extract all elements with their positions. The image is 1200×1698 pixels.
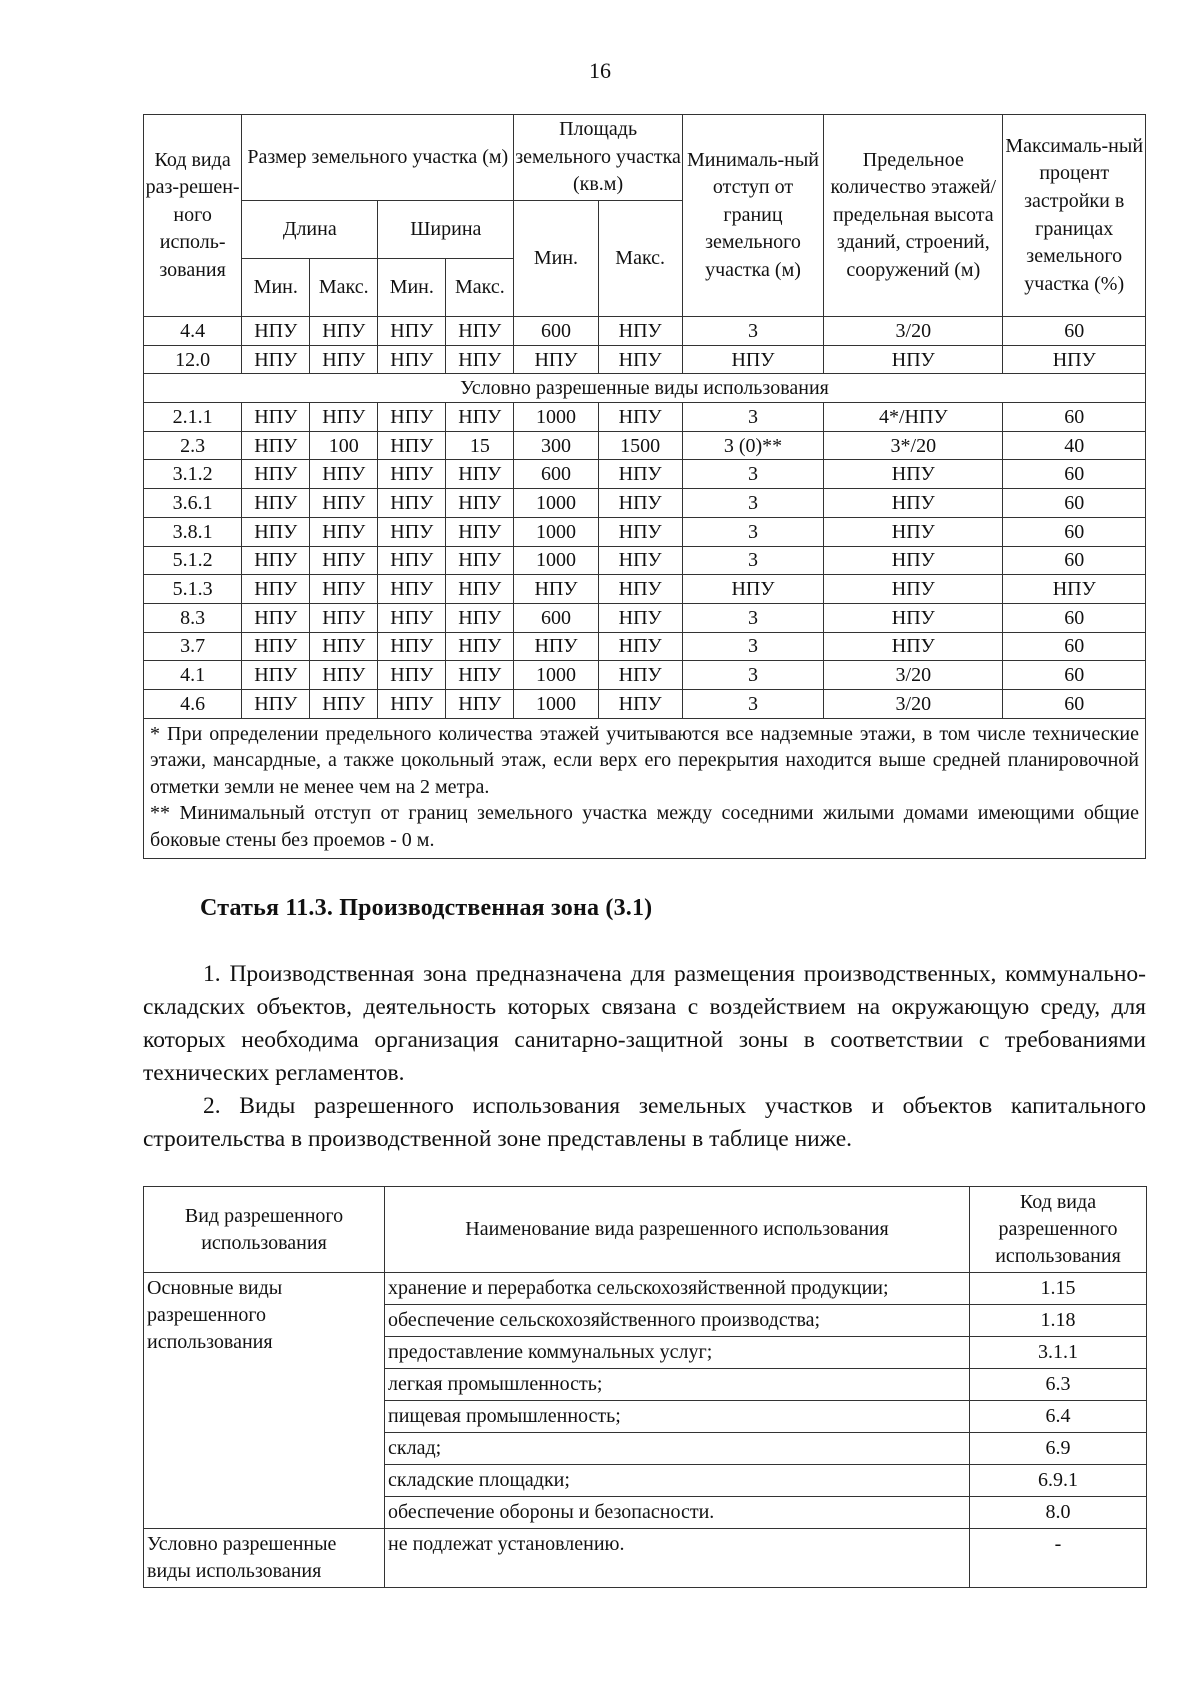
- table-cell: НПУ: [242, 489, 310, 518]
- table-cell: НПУ: [446, 546, 514, 575]
- table-cell: НПУ: [242, 632, 310, 661]
- table-cell: НПУ: [824, 603, 1003, 632]
- table-cell: 12.0: [144, 345, 242, 374]
- table-row: [144, 517, 1146, 546]
- table-cell: 60: [1003, 460, 1146, 489]
- table-cell: 60: [1003, 661, 1146, 690]
- table-cell: НПУ: [824, 489, 1003, 518]
- header-width-max: Макс.: [446, 259, 514, 317]
- table-cell: НПУ: [446, 403, 514, 432]
- header-length: Длина: [242, 201, 378, 259]
- table-cell: 60: [1003, 603, 1146, 632]
- table-cell: НПУ: [242, 661, 310, 690]
- table-cell: 3: [682, 632, 823, 661]
- use-name: складские площадки;: [385, 1465, 970, 1497]
- table-cell: НПУ: [446, 517, 514, 546]
- table-cell: НПУ: [1003, 575, 1146, 604]
- use-code: 3.1.1: [970, 1337, 1147, 1369]
- table-cell: 60: [1003, 403, 1146, 432]
- table-cell: НПУ: [824, 546, 1003, 575]
- table-cell: НПУ: [310, 689, 378, 718]
- table-cell: 60: [1003, 689, 1146, 718]
- use-code: 1.18: [970, 1305, 1147, 1337]
- table-cell: 3.7: [144, 632, 242, 661]
- table-cell: 3/20: [824, 317, 1003, 346]
- header-size: Размер земельного участка (м): [242, 115, 514, 201]
- note-setback: ** Минимальный отступ от границ земельного участка между соседними жилыми домами имеющими общие боковые стены без проемов - 0 м.: [150, 802, 1139, 851]
- table-row: [144, 317, 1146, 346]
- header-setback: Минималь-ный отступ от границ земельного участка (м): [682, 115, 823, 317]
- table-cell: НПУ: [378, 546, 446, 575]
- use-name: легкая промышленность;: [385, 1369, 970, 1401]
- permitted-uses-rows: [144, 1273, 1147, 1588]
- table-cell: НПУ: [682, 575, 823, 604]
- table-cell: НПУ: [514, 575, 598, 604]
- table-cell: 3: [682, 317, 823, 346]
- table-notes: [144, 718, 1146, 858]
- table-cell: 1000: [514, 661, 598, 690]
- table-cell: НПУ: [514, 632, 598, 661]
- table-cell: 1000: [514, 689, 598, 718]
- table-cell: НПУ: [598, 632, 682, 661]
- table-cell: 3*/20: [824, 431, 1003, 460]
- table-cell: НПУ: [378, 403, 446, 432]
- table-cell: 3.1.2: [144, 460, 242, 489]
- header-area-max: Макс.: [598, 201, 682, 317]
- use-name: не подлежат установлению.: [385, 1529, 970, 1588]
- table-cell: НПУ: [378, 517, 446, 546]
- conditional-uses-label: Условно разрешенные виды использования: [144, 1529, 385, 1588]
- table-cell: НПУ: [598, 517, 682, 546]
- main-uses-label: Основные виды разрешенного использования: [144, 1273, 385, 1529]
- table-cell: НПУ: [242, 403, 310, 432]
- table-cell: НПУ: [242, 345, 310, 374]
- table-cell: НПУ: [378, 661, 446, 690]
- table-row: [144, 403, 1146, 432]
- paragraph-1: 1. Производственная зона предназначена для размещения производственных, коммунально-складских объектов, деятельность которых связана с воздействием на окружающую среду, для которых необходима организация санитарно-защитной зоны в соответствии с требованиями технических регламентов.: [143, 961, 1146, 1086]
- table-cell: НПУ: [242, 575, 310, 604]
- table-row: [144, 1529, 1147, 1588]
- table-cell: 600: [514, 460, 598, 489]
- page-number: 16: [589, 58, 611, 83]
- table-cell: 60: [1003, 517, 1146, 546]
- table-cell: НПУ: [1003, 345, 1146, 374]
- table-cell: НПУ: [446, 575, 514, 604]
- table-cell: НПУ: [446, 603, 514, 632]
- table-cell: 3 (0)**: [682, 431, 823, 460]
- table-cell: 3: [682, 546, 823, 575]
- table-cell: 1000: [514, 489, 598, 518]
- table-row: [144, 489, 1146, 518]
- use-name: хранение и переработка сельскохозяйственной продукции;: [385, 1273, 970, 1305]
- header-length-max: Макс.: [310, 259, 378, 317]
- table-cell: НПУ: [378, 575, 446, 604]
- table-cell: 60: [1003, 546, 1146, 575]
- table-cell: НПУ: [310, 575, 378, 604]
- table-cell: 5.1.3: [144, 575, 242, 604]
- table-cell: НПУ: [310, 661, 378, 690]
- table-cell: НПУ: [378, 489, 446, 518]
- table-row: [144, 345, 1146, 374]
- table-cell: 5.1.2: [144, 546, 242, 575]
- table-cell: НПУ: [598, 317, 682, 346]
- header-area-min: Мин.: [514, 201, 598, 317]
- table-cell: НПУ: [310, 317, 378, 346]
- table-cell: НПУ: [514, 345, 598, 374]
- table-cell: НПУ: [598, 345, 682, 374]
- table-cell: НПУ: [598, 403, 682, 432]
- table-cell: НПУ: [598, 546, 682, 575]
- table-cell: НПУ: [378, 603, 446, 632]
- table-row: [144, 632, 1146, 661]
- table-cell: НПУ: [598, 575, 682, 604]
- use-code: 8.0: [970, 1497, 1147, 1529]
- use-code: 6.9.1: [970, 1465, 1147, 1497]
- table-cell: НПУ: [824, 517, 1003, 546]
- table-cell: НПУ: [310, 603, 378, 632]
- table-cell: НПУ: [242, 689, 310, 718]
- table-cell: 3.6.1: [144, 489, 242, 518]
- table-cell: НПУ: [310, 517, 378, 546]
- table-cell: 3/20: [824, 661, 1003, 690]
- table-cell: НПУ: [378, 345, 446, 374]
- table-cell: НПУ: [242, 603, 310, 632]
- header-length-min: Мин.: [242, 259, 310, 317]
- table-cell: НПУ: [310, 489, 378, 518]
- table-row: [144, 603, 1146, 632]
- table-cell: НПУ: [598, 603, 682, 632]
- use-code: 6.9: [970, 1433, 1147, 1465]
- table-cell: 3: [682, 661, 823, 690]
- table-cell: 3.8.1: [144, 517, 242, 546]
- table-cell: НПУ: [824, 632, 1003, 661]
- table-cell: 40: [1003, 431, 1146, 460]
- table-cell: НПУ: [310, 632, 378, 661]
- table-cell: 60: [1003, 632, 1146, 661]
- table-cell: НПУ: [446, 661, 514, 690]
- paragraph-2: 2. Виды разрешенного использования земельных участков и объектов капитального строительства в производственной зоне представлены в таблице ниже.: [143, 1093, 1146, 1152]
- permitted-uses-table: [143, 1186, 1147, 1588]
- table-row: [144, 460, 1146, 489]
- table-cell: НПУ: [378, 460, 446, 489]
- table-cell: НПУ: [446, 689, 514, 718]
- table-cell: НПУ: [310, 345, 378, 374]
- table-cell: 4*/НПУ: [824, 403, 1003, 432]
- use-code: 6.4: [970, 1401, 1147, 1433]
- table-cell: НПУ: [446, 460, 514, 489]
- use-name: склад;: [385, 1433, 970, 1465]
- table-cell: НПУ: [446, 489, 514, 518]
- table-cell: 1500: [598, 431, 682, 460]
- header-code: Код вида раз-решен-ного исполь-зования: [144, 115, 242, 317]
- table-cell: 4.4: [144, 317, 242, 346]
- table-cell: НПУ: [446, 345, 514, 374]
- table-cell: НПУ: [598, 689, 682, 718]
- conditional-rows: [144, 403, 1146, 719]
- use-code: -: [970, 1529, 1147, 1588]
- table-cell: НПУ: [378, 317, 446, 346]
- table-cell: НПУ: [310, 460, 378, 489]
- zone-parameters-table: [143, 114, 1146, 859]
- table-cell: 3: [682, 603, 823, 632]
- table-cell: 300: [514, 431, 598, 460]
- main-rows: [144, 317, 1146, 374]
- table-cell: 60: [1003, 489, 1146, 518]
- header-floors: Предельное количество этажей/ предельная высота зданий, строений, сооружений (м): [824, 115, 1003, 317]
- table-cell: 3: [682, 517, 823, 546]
- table-cell: 4.1: [144, 661, 242, 690]
- table-cell: НПУ: [242, 317, 310, 346]
- table-row: [144, 575, 1146, 604]
- table-cell: НПУ: [446, 632, 514, 661]
- table-cell: 15: [446, 431, 514, 460]
- table-cell: 3/20: [824, 689, 1003, 718]
- table-cell: НПУ: [242, 431, 310, 460]
- table-cell: НПУ: [242, 517, 310, 546]
- header-use-code: Код вида разрешенного использования: [970, 1187, 1147, 1273]
- table-cell: 1000: [514, 403, 598, 432]
- table-row: [144, 661, 1146, 690]
- table-cell: 3: [682, 403, 823, 432]
- table-cell: 2.3: [144, 431, 242, 460]
- table-cell: НПУ: [242, 546, 310, 575]
- use-name: пищевая промышленность;: [385, 1401, 970, 1433]
- table-cell: 3: [682, 689, 823, 718]
- table-cell: НПУ: [242, 460, 310, 489]
- table-cell: НПУ: [824, 345, 1003, 374]
- table-cell: 3: [682, 489, 823, 518]
- table-cell: НПУ: [378, 431, 446, 460]
- table-cell: 8.3: [144, 603, 242, 632]
- table-row: [144, 546, 1146, 575]
- table-cell: 1000: [514, 546, 598, 575]
- table-cell: 4.6: [144, 689, 242, 718]
- table-cell: 100: [310, 431, 378, 460]
- header-width: Ширина: [378, 201, 514, 259]
- use-code: 1.15: [970, 1273, 1147, 1305]
- table-cell: 3: [682, 460, 823, 489]
- table-cell: 60: [1003, 317, 1146, 346]
- section-label: Условно разрешенные виды использования: [144, 374, 1146, 403]
- table-cell: НПУ: [598, 460, 682, 489]
- table-cell: 2.1.1: [144, 403, 242, 432]
- table-cell: НПУ: [824, 575, 1003, 604]
- table-cell: НПУ: [824, 460, 1003, 489]
- table-cell: НПУ: [378, 632, 446, 661]
- header-area: Площадь земельного участка (кв.м): [514, 115, 682, 201]
- table-cell: 600: [514, 603, 598, 632]
- table-cell: НПУ: [598, 661, 682, 690]
- table-cell: НПУ: [310, 546, 378, 575]
- header-width-min: Мин.: [378, 259, 446, 317]
- table-cell: НПУ: [378, 689, 446, 718]
- table-cell: 600: [514, 317, 598, 346]
- header-use-name: Наименование вида разрешенного использования: [385, 1187, 970, 1273]
- table-cell: НПУ: [682, 345, 823, 374]
- use-code: 6.3: [970, 1369, 1147, 1401]
- table-cell: 1000: [514, 517, 598, 546]
- header-percent: Максималь-ный процент застройки в границах земельного участка (%): [1003, 115, 1146, 317]
- table-cell: НПУ: [310, 403, 378, 432]
- table-cell: НПУ: [446, 317, 514, 346]
- table-row: [144, 689, 1146, 718]
- table-row: [144, 431, 1146, 460]
- header-use-type: Вид разрешенного использования: [144, 1187, 385, 1273]
- article-title: Статья 11.3. Производственная зона (3.1): [200, 895, 653, 921]
- use-name: предоставление коммунальных услуг;: [385, 1337, 970, 1369]
- table-row: [144, 1273, 1147, 1305]
- use-name: обеспечение сельскохозяйственного производства;: [385, 1305, 970, 1337]
- note-floors: * При определении предельного количества этажей учитываются все надземные этажи, в том числе технические этажи, мансардные, а также цокольный этаж, если верх его перекрытия находится выше средней планировочной отметки земли не менее чем на 2 метра.: [150, 722, 1139, 798]
- table-cell: НПУ: [598, 489, 682, 518]
- use-name: обеспечение обороны и безопасности.: [385, 1497, 970, 1529]
